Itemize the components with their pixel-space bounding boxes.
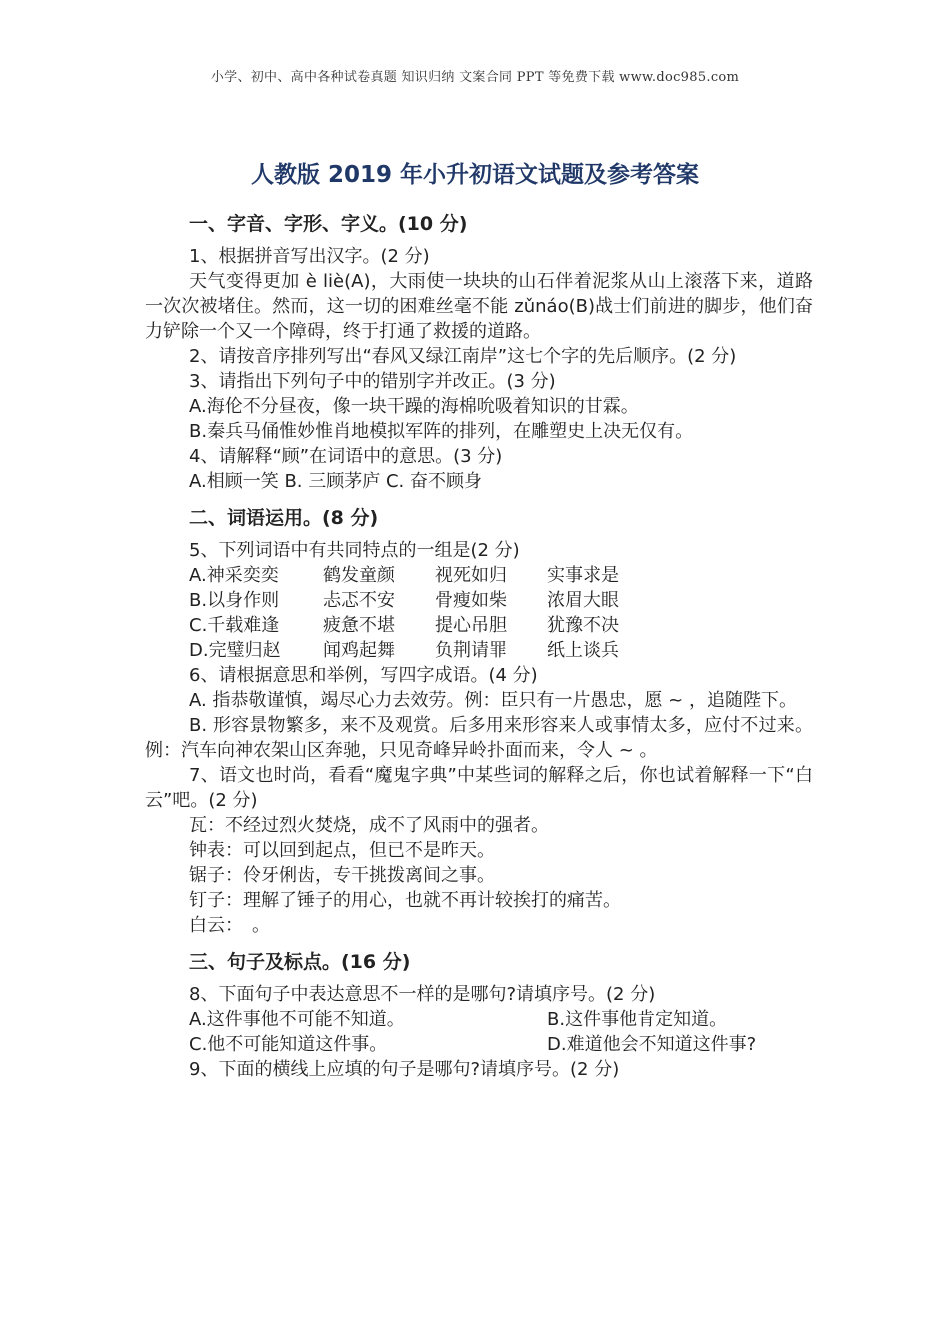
idiom: 犹豫不决 (547, 615, 619, 636)
question-5-row-c (145, 613, 813, 638)
idiom: D.完璧归赵 (189, 640, 281, 661)
question-3-option-b: B.秦兵马俑惟妙惟肖地模拟军阵的排列，在雕塑史上决无仅有。 (189, 421, 694, 442)
question-8: 8、下面句子中表达意思不一样的是哪句?请填序号。(2 分) (189, 984, 656, 1005)
idiom: 闻鸡起舞 (323, 640, 395, 661)
document-body (145, 206, 813, 1082)
question-6-item-b: B. 形容景物繁多，来不及观赏。后多用来形容来人或事情太多，应付不过来。例：汽车向神农架山区奔驰，只见奇峰异岭扑面而来，令人 ~ 。 (145, 715, 813, 761)
question-7-answer-blank: 白云： 。 (189, 915, 270, 936)
idiom: 纸上谈兵 (547, 640, 619, 661)
idiom: C.千载难逢 (189, 615, 280, 636)
idiom: 提心吊胆 (435, 615, 507, 636)
question-3-option-a: A.海伦不分昼夜，像一块干躁的海棉吮吸着知识的甘霖。 (189, 396, 639, 417)
question-6-item-a: A. 指恭敬谨慎，竭尽心力去效劳。例：臣只有一片愚忠，愿 ~ ，追随陛下。 (189, 690, 797, 711)
idiom: 疲惫不堪 (323, 615, 395, 636)
option-b: B.这件事他肯定知道。 (547, 1009, 728, 1030)
question-7-item: 钟表：可以回到起点，但已不是昨天。 (189, 840, 495, 861)
question-8-options-ab (145, 1007, 813, 1032)
question-1-passage: 天气变得更加 è liè(A)，大雨使一块块的山石伴着泥浆从山上滚落下来，道路一次次被堵住。然而，这一切的困难丝毫不能 zǔnáo(B)战士们前进的脚步，他们奋力铲除一个又一个障碍，终于打通了救援的道路。 (145, 271, 813, 342)
question-9: 9、下面的横线上应填的句子是哪句?请填序号。(2 分) (189, 1059, 620, 1080)
option-c: C.他不可能知道这件事。 (189, 1034, 388, 1055)
question-7-item: 锯子：伶牙俐齿，专干挑拨离间之事。 (189, 865, 495, 886)
question-1: 1、根据拼音写出汉字。(2 分) (189, 246, 430, 267)
page-header: 小学、初中、高中各种试卷真题 知识归纳 文案合同 PPT 等免费下载 www.doc985.com (210, 70, 740, 85)
option-d: D.难道他会不知道这件事? (547, 1034, 757, 1055)
question-3: 3、请指出下列句子中的错别字并改正。(3 分) (189, 371, 556, 392)
question-5-row-a (145, 563, 813, 588)
question-4-options: A.相顾一笑 B. 三顾茅庐 C. 奋不顾身 (189, 471, 482, 492)
idiom: 鹤发童颜 (323, 565, 395, 586)
question-7-item: 瓦：不经过烈火焚烧，成不了风雨中的强者。 (189, 815, 549, 836)
question-2: 2、请按音序排列写出“春风又绿江南岸”这七个字的先后顺序。(2 分) (189, 346, 737, 367)
document-title: 人教版 2019 年小升初语文试题及参考答案 (250, 162, 700, 188)
idiom: 视死如归 (435, 565, 507, 586)
question-6: 6、请根据意思和举例，写四字成语。(4 分) (189, 665, 538, 686)
question-5-row-d (145, 638, 813, 663)
option-a: A.这件事他不可能不知道。 (189, 1009, 405, 1030)
section-heading-2: 二、词语运用。(8 分) (189, 507, 379, 529)
question-7-item: 钉子：理解了锤子的用心，也就不再计较挨打的痛苦。 (189, 890, 621, 911)
section-heading-3: 三、句子及标点。(16 分) (189, 951, 411, 973)
idiom: 负荆请罪 (435, 640, 507, 661)
idiom: 浓眉大眼 (547, 590, 619, 611)
idiom: 忐忑不安 (323, 590, 395, 611)
idiom: B.以身作则 (189, 590, 280, 611)
question-4: 4、请解释“顾”在词语中的意思。(3 分) (189, 446, 503, 467)
question-8-options-cd (145, 1032, 813, 1057)
idiom: 骨瘦如柴 (435, 590, 507, 611)
idiom: 实事求是 (547, 565, 619, 586)
question-5: 5、下列词语中有共同特点的一组是(2 分) (189, 540, 520, 561)
idiom: A.神采奕奕 (189, 565, 279, 586)
section-heading-1: 一、字音、字形、字义。(10 分) (189, 213, 468, 235)
question-7: 7、语文也时尚，看看“魔鬼字典”中某些词的解释之后，你也试着解释一下“白云”吧。(2 分) (145, 765, 813, 811)
question-5-row-b (145, 588, 813, 613)
